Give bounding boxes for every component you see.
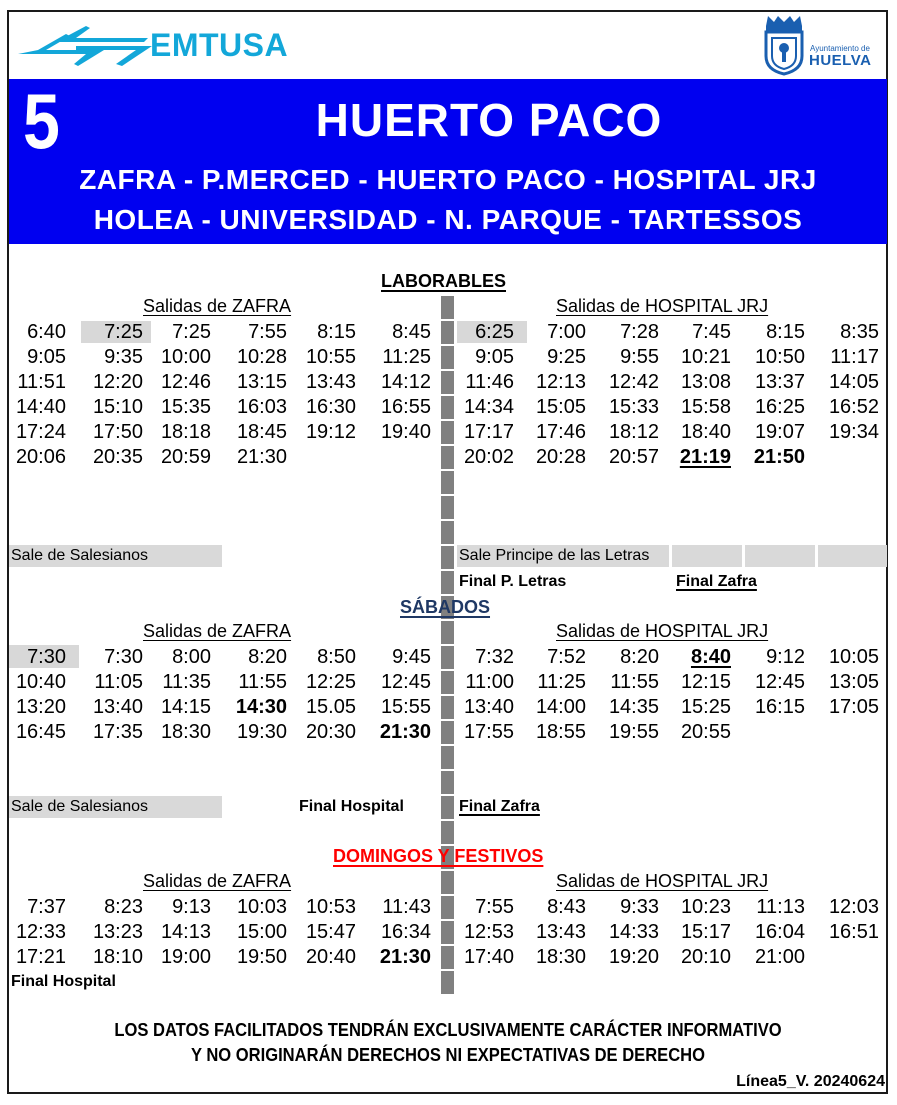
departure-time: 17:17: [463, 421, 514, 443]
departure-time: 16:25: [754, 396, 805, 418]
departure-time: 19:30: [236, 721, 287, 743]
domingos-hospital-heading: Salidas de HOSPITAL JRJ: [556, 871, 769, 891]
departure-time: 10:23: [680, 896, 731, 918]
divider-segment: [441, 821, 454, 844]
departure-time: 18:45: [236, 421, 287, 443]
departure-time: 19:40: [380, 421, 431, 443]
laborables-note-final-p-letras: Final P. Letras: [459, 573, 567, 590]
departure-time: 9:12: [766, 646, 805, 668]
departure-time: 14:33: [608, 921, 659, 943]
departure-time: 21:30: [379, 721, 431, 743]
departure-time: 16:03: [236, 396, 287, 418]
departure-time: 19:50: [236, 946, 287, 968]
departure-time: 11:25: [537, 671, 586, 693]
departure-time: 20:40: [305, 946, 356, 968]
divider-segment: [441, 496, 454, 519]
departure-time: 21:00: [754, 946, 805, 968]
divider-segment: [441, 471, 454, 494]
departure-time: 14:13: [160, 921, 211, 943]
departure-time: 17:21: [15, 946, 66, 968]
laborables-note-principe-letras: Sale Principe de las Letras: [459, 547, 650, 564]
council-logo-name: HUELVA: [809, 52, 872, 69]
departure-time: 8:50: [317, 646, 356, 668]
departure-time: 12:25: [305, 671, 356, 693]
departure-time: 14:05: [828, 371, 879, 393]
departure-time: 12:13: [535, 371, 586, 393]
departure-time: 17:24: [15, 421, 66, 443]
departure-time: 19:55: [608, 721, 659, 743]
departure-time: 7:32: [475, 646, 514, 668]
route-stops-line-1: ZAFRA - P.MERCED - HUERTO PACO - HOSPITAL JRJ: [79, 164, 817, 195]
divider-segment: [441, 296, 454, 319]
departure-time: 15:25: [680, 696, 731, 718]
departure-time: 11:00: [465, 671, 514, 693]
departure-time: 18:12: [608, 421, 659, 443]
divider-segment: [441, 796, 454, 819]
departure-time: 7:30: [104, 646, 143, 668]
departure-time: 20:35: [92, 446, 143, 468]
council-logo-subtitle: Ayuntamiento de: [810, 44, 870, 53]
departure-time: 11:55: [238, 671, 287, 693]
departure-time: 20:02: [463, 446, 514, 468]
departure-time: 8:15: [766, 321, 805, 343]
section-title-laborables: LABORABLES: [381, 271, 506, 291]
note-bar: [672, 545, 742, 567]
laborables-hospital-heading: Salidas de HOSPITAL JRJ: [556, 296, 769, 316]
departure-time: 17:05: [828, 696, 879, 718]
departure-time: 15:47: [305, 921, 356, 943]
departure-time: 9:45: [392, 646, 431, 668]
departure-time: 8:45: [392, 321, 431, 343]
departure-time: 20:28: [535, 446, 586, 468]
departure-time: 17:40: [463, 946, 514, 968]
departure-time: 9:33: [620, 896, 659, 918]
departure-time: 20:55: [680, 721, 731, 743]
departure-time: 14:15: [160, 696, 211, 718]
departure-time: 8:35: [840, 321, 879, 343]
departure-time: 7:45: [692, 321, 731, 343]
departure-time: 7:28: [620, 321, 659, 343]
departure-time: 16:04: [754, 921, 805, 943]
divider-segment: [441, 871, 454, 894]
departure-time: 9:35: [104, 346, 143, 368]
section-title-domingos: DOMINGOS Y FESTIVOS: [333, 846, 544, 866]
departure-time: 21:30: [379, 946, 431, 968]
departure-time: 16:51: [828, 921, 879, 943]
departure-time: 13:15: [236, 371, 287, 393]
departure-time: 18:30: [160, 721, 211, 743]
departure-time: 18:40: [680, 421, 731, 443]
divider-segment: [441, 771, 454, 794]
laborables-note-salesianos: Sale de Salesianos: [11, 547, 148, 564]
departure-time: 11:51: [17, 371, 66, 393]
departure-time: 9:13: [172, 896, 211, 918]
departure-time: 13:40: [463, 696, 514, 718]
departure-time: 12:15: [680, 671, 731, 693]
sabados-note-salesianos: Sale de Salesianos: [11, 798, 148, 815]
departure-time: 13:37: [754, 371, 805, 393]
divider-segment: [441, 621, 454, 644]
departure-time: 13:20: [15, 696, 66, 718]
divider-segment: [441, 971, 454, 994]
departure-time: 9:55: [620, 346, 659, 368]
departure-time: 15:00: [236, 921, 287, 943]
departure-time: 8:40: [690, 646, 731, 668]
sabados-note-final-hospital: Final Hospital: [299, 798, 404, 815]
departure-time: 10:03: [236, 896, 287, 918]
departure-time: 7:30: [27, 646, 66, 668]
departure-time: 14:34: [463, 396, 514, 418]
departure-time: 12:03: [828, 896, 879, 918]
departure-time: 11:55: [610, 671, 659, 693]
departure-time: 8:20: [248, 646, 287, 668]
divider-segment: [441, 571, 454, 594]
departure-time: 10:28: [236, 346, 287, 368]
departure-time: 13:40: [92, 696, 143, 718]
departure-time: 7:25: [104, 321, 143, 343]
departure-time: 8:00: [172, 646, 211, 668]
domingos-zafra-heading: Salidas de ZAFRA: [143, 871, 292, 891]
departure-time: 18:10: [92, 946, 143, 968]
departure-time: 16:34: [380, 921, 431, 943]
departure-time: 11:13: [756, 896, 805, 918]
departure-time: 7:25: [172, 321, 211, 343]
departure-time: 13:08: [680, 371, 731, 393]
disclaimer-line-2: Y NO ORIGINARÁN DERECHOS NI EXPECTATIVAS DE DERECHO: [190, 1045, 706, 1065]
departure-time: 15:05: [535, 396, 586, 418]
departure-time: 20:10: [680, 946, 731, 968]
departure-time: 21:50: [753, 446, 805, 468]
note-bar: [745, 545, 815, 567]
departure-time: 12:42: [608, 371, 659, 393]
note-bar: [818, 545, 887, 567]
departure-time: 9:25: [547, 346, 586, 368]
departure-time: 20:30: [305, 721, 356, 743]
departure-time: 10:21: [680, 346, 731, 368]
domingos-note-final-hospital: Final Hospital: [11, 973, 116, 990]
departure-time: 12:33: [15, 921, 66, 943]
departure-time: 15:17: [680, 921, 731, 943]
departure-time: 11:25: [382, 346, 431, 368]
departure-time: 15:10: [92, 396, 143, 418]
departure-time: 12:53: [463, 921, 514, 943]
divider-segment: [441, 546, 454, 569]
divider-segment: [441, 746, 454, 769]
departure-time: 10:50: [754, 346, 805, 368]
departure-time: 15:55: [380, 696, 431, 718]
departure-time: 20:57: [608, 446, 659, 468]
section-title-sabados: SÁBADOS: [400, 597, 491, 617]
departure-time: 8:20: [620, 646, 659, 668]
departure-time: 11:17: [830, 346, 879, 368]
version-label: Línea5_V. 20240624: [736, 1073, 885, 1090]
departure-time: 10:53: [305, 896, 356, 918]
line-name: HUERTO PACO: [315, 94, 663, 146]
departure-time: 12:20: [92, 371, 143, 393]
departure-time: 11:46: [465, 371, 514, 393]
departure-time: 15:33: [608, 396, 659, 418]
departure-time: 19:20: [608, 946, 659, 968]
departure-time: 9:05: [475, 346, 514, 368]
departure-time: 7:52: [547, 646, 586, 668]
departure-time: 9:05: [27, 346, 66, 368]
departure-time: 8:15: [317, 321, 356, 343]
route-stops-line-2: HOLEA - UNIVERSIDAD - N. PARQUE - TARTESSOS: [93, 204, 803, 235]
departure-time: 13:43: [535, 921, 586, 943]
departure-time: 12:45: [754, 671, 805, 693]
departure-time: 11:35: [162, 671, 211, 693]
departure-time: 10:05: [828, 646, 879, 668]
departure-time: 8:43: [547, 896, 586, 918]
sabados-hospital-heading: Salidas de HOSPITAL JRJ: [556, 621, 769, 641]
emtusa-logo-text: EMTUSA: [150, 27, 289, 63]
departure-time: 14:00: [535, 696, 586, 718]
departure-time: 10:40: [15, 671, 66, 693]
departure-time: 7:00: [547, 321, 586, 343]
departure-time: 16:30: [305, 396, 356, 418]
departure-time: 19:00: [160, 946, 211, 968]
departure-time: 21:30: [236, 446, 287, 468]
departure-time: 13:05: [828, 671, 879, 693]
departure-time: 17:55: [463, 721, 514, 743]
departure-time: 15:35: [160, 396, 211, 418]
departure-time: 7:55: [475, 896, 514, 918]
departure-time: 10:00: [160, 346, 211, 368]
departure-time: 8:23: [104, 896, 143, 918]
laborables-note-final-zafra: Final Zafra: [676, 573, 757, 590]
departure-time: 16:55: [380, 396, 431, 418]
departure-time: 13:43: [305, 371, 356, 393]
disclaimer-line-1: LOS DATOS FACILITADOS TENDRÁN EXCLUSIVAMENTE CARÁCTER INFORMATIVO: [114, 1020, 782, 1040]
sabados-zafra-heading: Salidas de ZAFRA: [143, 621, 292, 641]
sabados-note-final-zafra: Final Zafra: [459, 798, 540, 815]
departure-time: 6:25: [475, 321, 514, 343]
departure-time: 15:58: [680, 396, 731, 418]
departure-time: 7:55: [248, 321, 287, 343]
departure-time: 12:45: [380, 671, 431, 693]
departure-time: 18:55: [535, 721, 586, 743]
departure-time: 20:59: [160, 446, 211, 468]
departure-time: 10:55: [305, 346, 356, 368]
departure-time: 16:52: [828, 396, 879, 418]
departure-time: 16:15: [754, 696, 805, 718]
departure-time: 20:06: [15, 446, 66, 468]
line-banner: [9, 79, 887, 244]
divider-segment: [441, 521, 454, 544]
departure-time: 18:30: [535, 946, 586, 968]
departure-time: 7:37: [27, 896, 66, 918]
departure-time: 19:07: [754, 421, 805, 443]
departure-time: 15.05: [305, 696, 356, 718]
huelva-coat-of-arms-icon: [762, 14, 806, 76]
laborables-zafra-heading: Salidas de ZAFRA: [143, 296, 292, 316]
departure-time: 14:40: [15, 396, 66, 418]
departure-time: 14:30: [235, 696, 287, 718]
departure-time: 19:34: [828, 421, 879, 443]
departure-time: 13:23: [92, 921, 143, 943]
departure-time: 14:35: [608, 696, 659, 718]
departure-time: 18:18: [160, 421, 211, 443]
departure-time: 12:46: [160, 371, 211, 393]
departure-time: 14:12: [380, 371, 431, 393]
departure-time: 17:46: [535, 421, 586, 443]
departure-time: 16:45: [15, 721, 66, 743]
line-number: 5: [23, 77, 60, 165]
departure-time: 17:35: [92, 721, 143, 743]
departure-time: 6:40: [27, 321, 66, 343]
departure-time: 21:19: [679, 446, 731, 468]
departure-time: 11:05: [94, 671, 143, 693]
departure-time: 17:50: [92, 421, 143, 443]
departure-time: 11:43: [382, 896, 431, 918]
departure-time: 19:12: [305, 421, 356, 443]
